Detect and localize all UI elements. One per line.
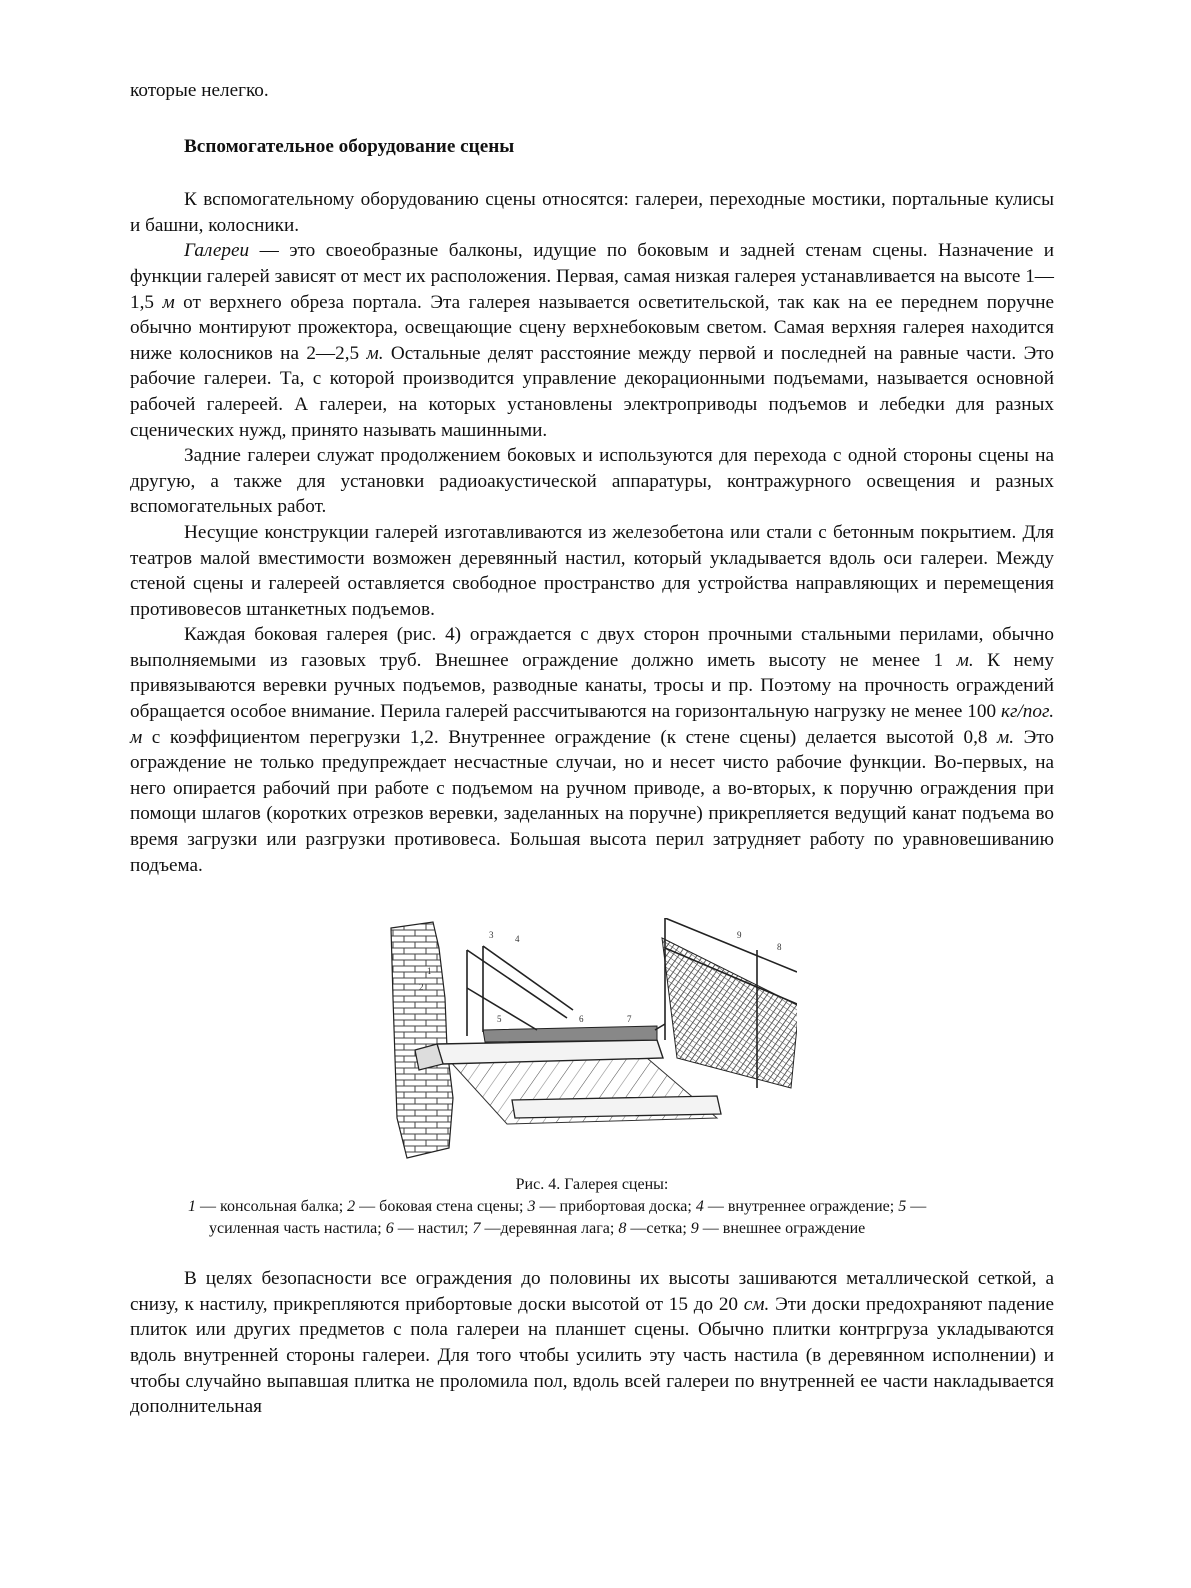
callout-1: 1: [427, 966, 432, 977]
callout-3: 3: [489, 930, 494, 941]
paragraph-1: К вспомогательному оборудованию сцены относятся: галереи, переходные мостики, портальные кулисы и башни, колосники.: [130, 189, 1054, 236]
callout-8: 8: [777, 942, 782, 953]
paragraph-6: В целях безопасности все ограждения до половины их высоты зашиваются металлической сеткой, а снизу, к настилу, прикрепляются прибортовые доски высотой от 15 до 20 см. Эти доски предохраняют падение плиток или других предметов с пола галереи на планшет сцены. Обычно плитки контргруза укладываются вдоль внутренней стороны галереи. Для того чтобы усилить эту часть настила (в деревянном исполнении) и чтобы случайно выпавшая плитка не проломила пол, вдоль всей галереи по внутренней ее части накладывается дополнительная: [130, 1268, 1054, 1418]
side-wall: [391, 922, 453, 1158]
gallery-illustration: [387, 918, 797, 1170]
previous-paragraph-tail: которые нелегко.: [130, 80, 269, 101]
callout-6: 6: [579, 1014, 584, 1025]
console-beam-back: [512, 1096, 721, 1118]
term-galleries: Галереи: [184, 240, 250, 262]
mesh-net: [662, 938, 797, 1088]
paragraph-3: Задние галереи служат продолжением боковых и используются для перехода с одной стороны сцены на другую, а также для установки радиоакустической аппаратуры, контражурного освещения и разных вспомогательных работ.: [130, 445, 1054, 518]
document-page: [130, 78, 1054, 1420]
inner-railing: [467, 946, 573, 1036]
callout-4: 4: [515, 934, 520, 945]
paragraph-2: Галереи — это своеобразные балконы, идущие по боковым и задней стенам сцены. Назначение и функции галерей зависят от мест их расположения. Первая, самая низкая галерея устанавливается на высоте 1—1,5 м от верхнего обреза портала. Эта галерея называется осветительской, так как на ее переднем поручне обычно монтируют прожектора, освещающие сцену верхнебоковым светом. Самая верхняя галерея находится ниже колосников на 2—2,5 м. Остальные делят расстояние между первой и последней на равные части. Это рабочие галереи. Та, с которой производится управление декорационными подъемами, называется основной рабочей галереей. А галереи, на которых установлены электроприводы подъемов и лебедки для разных сценических нужд, принято называть машинными.: [130, 240, 1055, 441]
paragraph-4: Несущие конструкции галерей изготавливаются из железобетона или стали с бетонным покрытием. Для театров малой вместимости возможен деревянный настил, который укладывается вдоль оси галереи. Между стеной сцены и галереей оставляется свободное пространство для устройства направляющих и перемещения противовесов штанкетных подъемов.: [130, 521, 1054, 620]
paragraph-5: Каждая боковая галерея (рис. 4) ограждается с двух сторон прочными стальными перилами, обычно выполняемыми из газовых труб. Внешнее ограждение должно иметь высоту не менее 1 м. К нему привязываются веревки ручных подъемов, разводные канаты, тросы и пр. Поэтому на прочность ограждений обращается особое внимание. Перила галерей рассчитываются на горизонтальную нагрузку не менее 100 кг/пог. м с коэффициентом перегрузки 1,2. Внутреннее ограждение (к стене сцены) делается высотой 0,8 м. Это ограждение не только предупреждает несчастные случаи, но и несет чисто рабочие функции. Во-первых, на него опирается рабочий при работе с подъемом на ручном приводе, а во-вторых, к поручню ограждения при помощи шлагов (коротких отрезков веревки, заделанных на поручне) прикрепляется ведущий канат подъема во время загрузки или разгрузки противовеса. Большая высота перил затрудняет работу по уравновешиванию подъема.: [130, 624, 1054, 876]
callout-7: 7: [627, 1014, 632, 1025]
reinforced-deck: [483, 1026, 657, 1042]
callout-5: 5: [497, 1014, 502, 1025]
callout-2: 2: [419, 982, 424, 993]
section-heading: Вспомогательное оборудование сцены: [184, 135, 515, 157]
figure-gallery-drawing: [130, 918, 1054, 1170]
figure-caption-title: Рис. 4. Галерея сцены:: [515, 1176, 669, 1194]
callout-9: 9: [737, 930, 742, 941]
figure-caption-legend: 1 — консольная балка; 2 — боковая стена сцены; 3 — прибортовая доска; 4 — внутреннее ограждение; 5 — усиленная часть настила; 6 — настил; 7 —деревянная лага; 8 —сетка; 9 — внешнее ограждение: [188, 1198, 927, 1238]
